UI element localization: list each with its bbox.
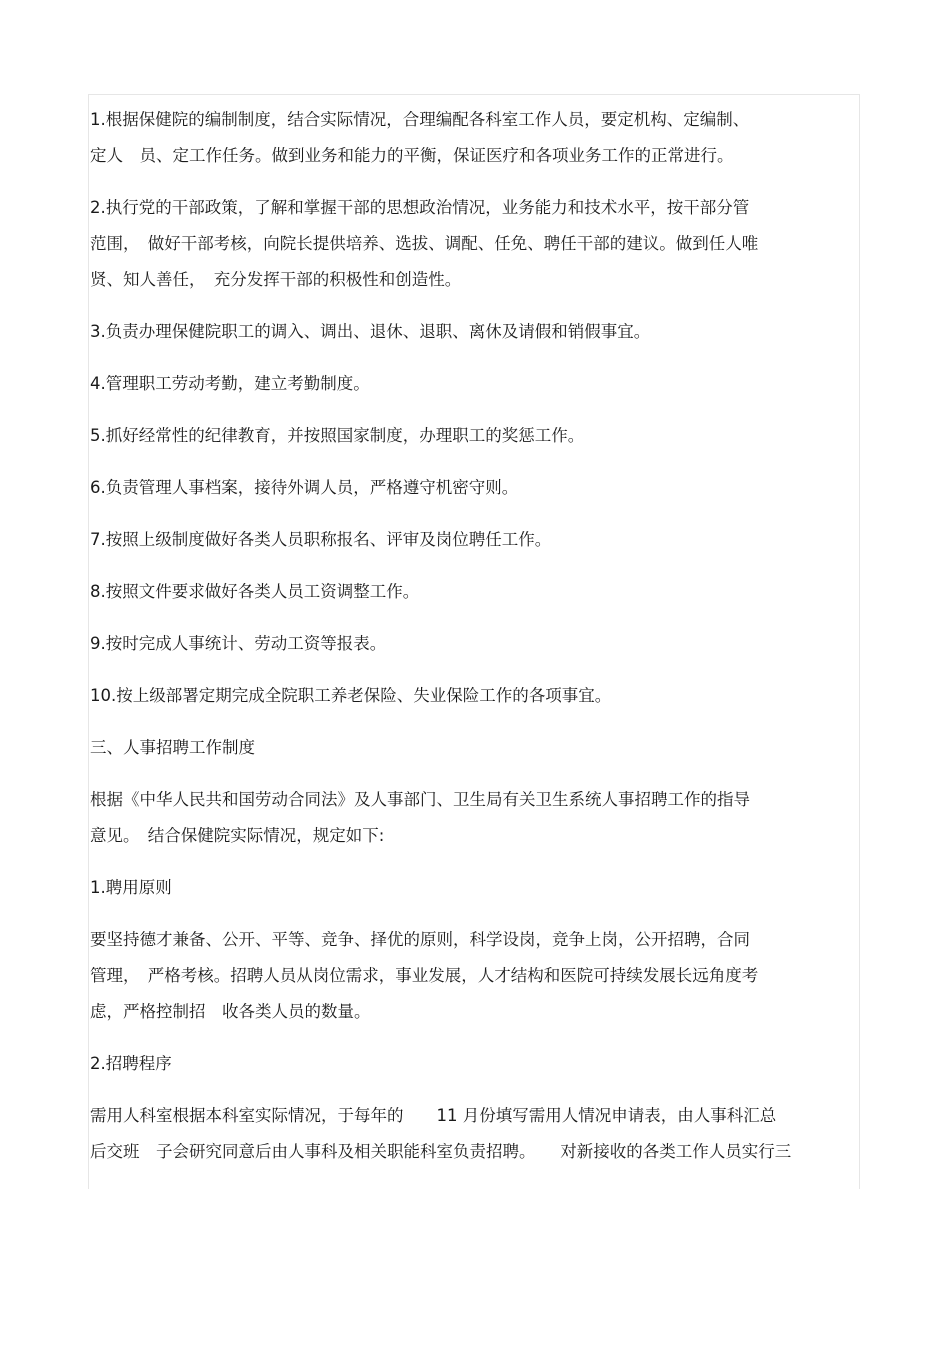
- paragraph-principle: [90, 922, 850, 1030]
- text-line: 贤、知人善任， 充分发挥干部的积极性和创造性。: [90, 270, 462, 289]
- text-line: 虑，严格控制招 收各类人员的数量。: [90, 1002, 371, 1021]
- text-line: 三、人事招聘工作制度: [90, 738, 255, 757]
- text-line: 意见。 结合保健院实际情况，规定如下:: [90, 826, 385, 845]
- document-body: [90, 102, 850, 1186]
- text-line: 管理， 严格考核。招聘人员从岗位需求，事业发展，人才结构和医院可持续发展长远角度考: [90, 966, 759, 985]
- text-line: 8.按照文件要求做好各类人员工资调整工作。: [90, 582, 420, 601]
- text-line: 范围， 做好干部考核，向院长提供培养、选拔、调配、任免、聘任干部的建议。做到任人唯: [90, 234, 759, 253]
- paragraph-6: [90, 470, 850, 506]
- text-line: 9.按时完成人事统计、劳动工资等报表。: [90, 634, 387, 653]
- section-heading: [90, 730, 850, 766]
- paragraph-7: [90, 522, 850, 558]
- subheading-principle: [90, 870, 850, 906]
- page-bottom-margin: [0, 1189, 950, 1345]
- text-line: 2.执行党的干部政策，了解和掌握干部的思想政治情况，业务能力和技术水平，按干部分管: [90, 198, 750, 217]
- text-line: 1.聘用原则: [90, 878, 172, 897]
- text-line: 2.招聘程序: [90, 1054, 172, 1073]
- subheading-procedure: [90, 1046, 850, 1082]
- paragraph-10: [90, 678, 850, 714]
- text-line: 7.按照上级制度做好各类人员职称报名、评审及岗位聘任工作。: [90, 530, 552, 549]
- paragraph-8: [90, 574, 850, 610]
- text-line: 3.负责办理保健院职工的调入、调出、退休、退职、离休及请假和销假事宜。: [90, 322, 651, 341]
- text-line: 后交班 子会研究同意后由人事科及相关职能科室负责招聘。 对新接收的各类工作人员实行三: [90, 1142, 792, 1161]
- text-line: 1.根据保健院的编制制度，结合实际情况，合理编配各科室工作人员，要定机构、定编制、: [90, 110, 750, 129]
- paragraph-intro: [90, 782, 850, 854]
- paragraph-4: [90, 366, 850, 402]
- text-line: 4.管理职工劳动考勤，建立考勤制度。: [90, 374, 370, 393]
- paragraph-5: [90, 418, 850, 454]
- text-line: 6.负责管理人事档案，接待外调人员，严格遵守机密守则。: [90, 478, 519, 497]
- text-line: 定人 员、定工作任务。做到业务和能力的平衡，保证医疗和各项业务工作的正常进行。: [90, 146, 734, 165]
- text-line: 5.抓好经常性的纪律教育，并按照国家制度，办理职工的奖惩工作。: [90, 426, 585, 445]
- paragraph-2: [90, 190, 850, 298]
- text-line: 10.按上级部署定期完成全院职工养老保险、失业保险工作的各项事宜。: [90, 686, 612, 705]
- paragraph-procedure: [90, 1098, 850, 1170]
- text-line: 要坚持德才兼备、公开、平等、竞争、择优的原则，科学设岗，竞争上岗，公开招聘，合同: [90, 930, 750, 949]
- text-line: 根据《中华人民共和国劳动合同法》及人事部门、卫生局有关卫生系统人事招聘工作的指导: [90, 790, 750, 809]
- paragraph-9: [90, 626, 850, 662]
- text-line: 需用人科室根据本科室实际情况，于每年的 11 月份填写需用人情况申请表，由人事科汇总: [90, 1106, 777, 1125]
- paragraph-3: [90, 314, 850, 350]
- paragraph-1: [90, 102, 850, 174]
